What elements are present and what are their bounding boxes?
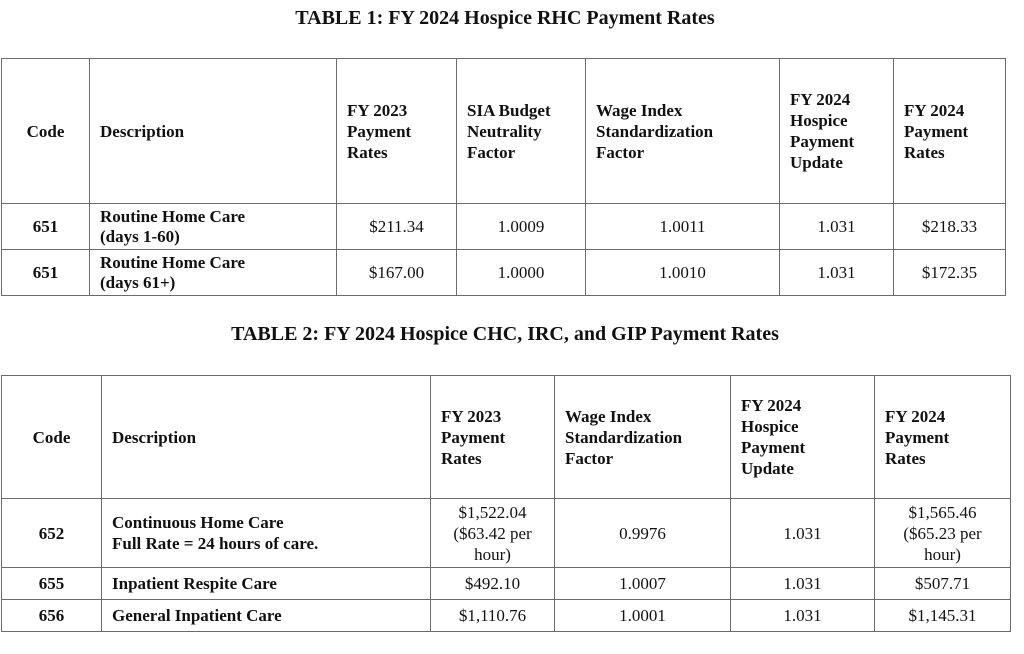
table-row	[2, 204, 1006, 250]
table1-header-row	[2, 59, 1006, 204]
column-header-fy2024-update: FY 2024 Hospice Payment Update	[780, 59, 894, 204]
column-header-fy2024-rates: FY 2024 Payment Rates	[894, 59, 1006, 204]
table-row	[2, 250, 1006, 296]
cell-description: Inpatient Respite Care	[102, 568, 431, 600]
cell-wage-index-factor: 1.0007	[555, 568, 731, 600]
cell-fy2024-rate: $218.33	[894, 204, 1006, 250]
cell-fy2024-update: 1.031	[731, 600, 875, 632]
table1-title: TABLE 1: FY 2024 Hospice RHC Payment Rates	[295, 7, 715, 29]
cell-fy2024-update: 1.031	[731, 568, 875, 600]
cell-fy2023-rate: $492.10	[431, 568, 555, 600]
cell-fy2024-rate: $172.35	[894, 250, 1006, 296]
cell-fy2023-rate: $1,522.04 ($63.42 per hour)	[431, 499, 555, 568]
column-header-code: Code	[2, 376, 102, 499]
table2-chc-irc-gip-payment-rates	[1, 375, 1011, 632]
table-row	[2, 499, 1011, 568]
cell-fy2024-rate: $1,565.46 ($65.23 per hour)	[875, 499, 1011, 568]
table1-rhc-payment-rates	[1, 58, 1006, 296]
column-header-wage-index-factor: Wage Index Standardization Factor	[586, 59, 780, 204]
table-row	[2, 568, 1011, 600]
column-header-fy2023-rates: FY 2023 Payment Rates	[337, 59, 457, 204]
column-header-description: Description	[102, 376, 431, 499]
cell-code: 656	[2, 600, 102, 632]
cell-fy2024-rate: $507.71	[875, 568, 1011, 600]
cell-code: 651	[2, 250, 90, 296]
cell-code: 655	[2, 568, 102, 600]
cell-fy2024-rate: $1,145.31	[875, 600, 1011, 632]
cell-description: Continuous Home Care Full Rate = 24 hours of care.	[102, 499, 431, 568]
column-header-fy2024-update: FY 2024 Hospice Payment Update	[731, 376, 875, 499]
table2-header-row	[2, 376, 1011, 499]
cell-description: Routine Home Care (days 61+)	[90, 250, 337, 296]
cell-code: 651	[2, 204, 90, 250]
cell-wage-index-factor: 1.0001	[555, 600, 731, 632]
column-header-fy2023-rates: FY 2023 Payment Rates	[431, 376, 555, 499]
column-header-fy2024-rates: FY 2024 Payment Rates	[875, 376, 1011, 499]
column-header-wage-index-factor: Wage Index Standardization Factor	[555, 376, 731, 499]
cell-wage-index-factor: 1.0010	[586, 250, 780, 296]
cell-wage-index-factor: 1.0011	[586, 204, 780, 250]
cell-fy2024-update: 1.031	[780, 204, 894, 250]
cell-wage-index-factor: 0.9976	[555, 499, 731, 568]
cell-description: Routine Home Care (days 1-60)	[90, 204, 337, 250]
cell-fy2023-rate: $211.34	[337, 204, 457, 250]
cell-sia-factor: 1.0009	[457, 204, 586, 250]
table-row	[2, 600, 1011, 632]
column-header-sia-factor: SIA Budget Neutrality Factor	[457, 59, 586, 204]
cell-sia-factor: 1.0000	[457, 250, 586, 296]
cell-code: 652	[2, 499, 102, 568]
cell-fy2023-rate: $167.00	[337, 250, 457, 296]
table2-title: TABLE 2: FY 2024 Hospice CHC, IRC, and GIP Payment Rates	[231, 323, 779, 345]
cell-description: General Inpatient Care	[102, 600, 431, 632]
cell-fy2023-rate: $1,110.76	[431, 600, 555, 632]
column-header-description: Description	[90, 59, 337, 204]
cell-fy2024-update: 1.031	[731, 499, 875, 568]
column-header-code: Code	[2, 59, 90, 204]
cell-fy2024-update: 1.031	[780, 250, 894, 296]
